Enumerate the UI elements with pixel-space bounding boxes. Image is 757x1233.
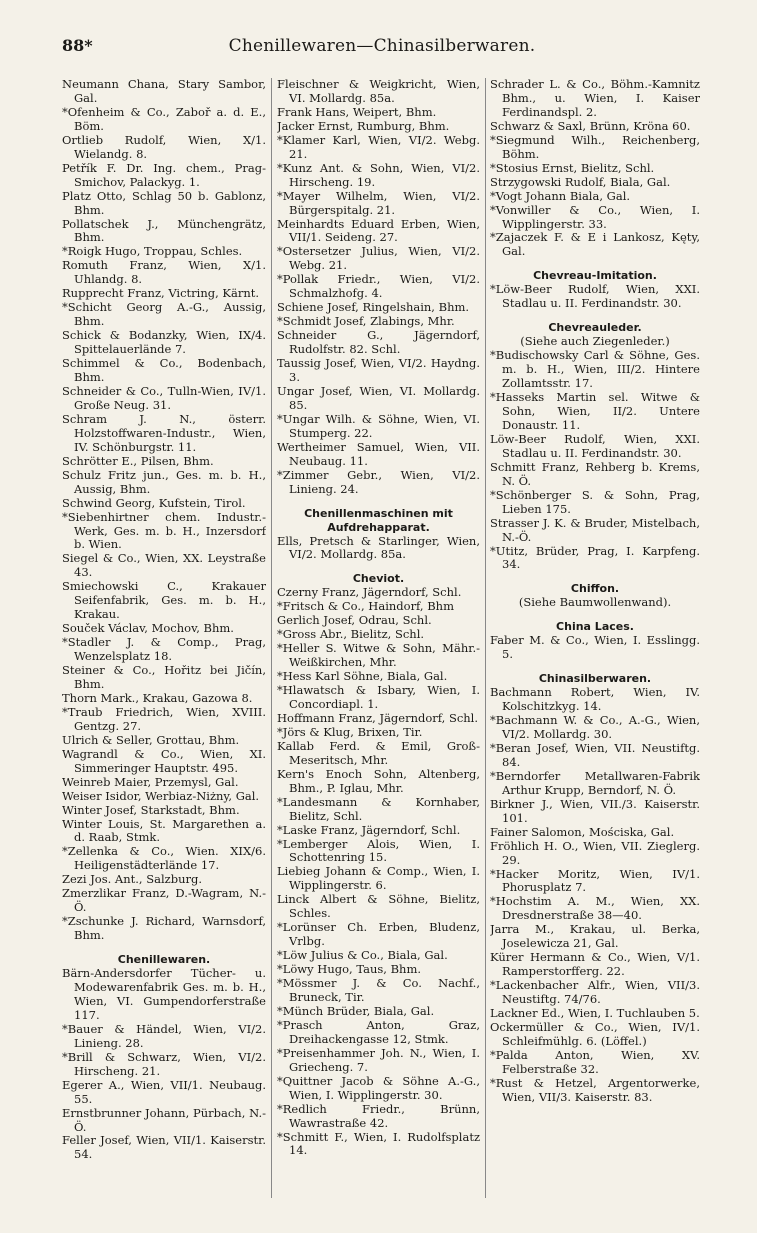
directory-entry: Kürer Hermann & Co., Wien, V/1. Ramperstorfferg. 22. bbox=[490, 950, 700, 979]
directory-entry: Gerlich Josef, Odrau, Schl. bbox=[277, 613, 432, 628]
directory-entry: Weinreb Maier, Przemysl, Gal. bbox=[62, 774, 239, 789]
directory-entry: *Siegmund Wilh., Reichenberg, Böhm. bbox=[490, 132, 700, 161]
section-spacer bbox=[277, 497, 480, 507]
directory-entry: *Löwy Hugo, Taus, Bhm. bbox=[277, 962, 422, 977]
directory-entry: *Jörs & Klug, Brixen, Tir. bbox=[277, 724, 423, 739]
section-spacer bbox=[490, 572, 700, 582]
column-left bbox=[62, 78, 266, 1218]
directory-entry: Jacker Ernst, Rumburg, Bhm. bbox=[277, 118, 450, 133]
directory-entry: Pollatschek J., Münchengrätz, Bhm. bbox=[62, 216, 266, 245]
directory-entry: Schulz Fritz jun., Ges. m. b. H., Aussig, Bhm. bbox=[62, 467, 266, 496]
directory-entry: *Palda Anton, Wien, XV. Felberstraße 32. bbox=[490, 1047, 700, 1076]
directory-entry: Linck Albert & Söhne, Bielitz, Schles. bbox=[277, 892, 480, 921]
directory-entry: *Bachmann W. & Co., A.-G., Wien, VI/2. Mollardg. 30. bbox=[490, 713, 700, 741]
section-spacer bbox=[62, 943, 266, 953]
directory-entry: *Mayer Wilhelm, Wien, VI/2. Bürgerspitalg. 21. bbox=[277, 188, 480, 217]
directory-entry: Steiner & Co., Hořitz bei Jičín, Bhm. bbox=[62, 663, 266, 691]
directory-entry: Jarra M., Krakau, ul. Berka, Joselewicza 21, Gal. bbox=[490, 922, 700, 951]
directory-entry: *Landesmann & Kornhaber, Bielitz, Schl. bbox=[277, 794, 480, 823]
directory-entry: *Brill & Schwarz, Wien, VI/2. Hirscheng. 21. bbox=[62, 1049, 266, 1078]
directory-entry: Romuth Franz, Wien, X/1. Uhlandg. 8. bbox=[62, 258, 266, 287]
directory-entry: *Ostersetzer Julius, Wien, VI/2. Webg. 21. bbox=[277, 244, 480, 273]
directory-entry: Schwind Georg, Kufstein, Tirol. bbox=[62, 495, 246, 510]
directory-entry: Schram J. N., österr. Holzstoffwaren-Industr., Wien, IV. Schönburgstr. 11. bbox=[62, 411, 266, 454]
section-spacer bbox=[490, 610, 700, 620]
directory-entry: Liebieg Johann & Comp., Wien, I. Wipplingerstr. 6. bbox=[277, 864, 480, 893]
directory-entry: Schrötter E., Pilsen, Bhm. bbox=[62, 453, 214, 468]
directory-entry: Fröhlich H. O., Wien, VII. Zieglerg. 29. bbox=[490, 838, 700, 867]
page-number: 88* bbox=[62, 36, 93, 55]
directory-entry: Zezi Jos. Ant., Salzburg. bbox=[62, 872, 202, 887]
directory-entry: Schwarz & Saxl, Brünn, Kröna 60. bbox=[490, 118, 691, 133]
directory-entry: *Redlich Friedr., Brünn, Wawrastraße 42. bbox=[277, 1101, 480, 1130]
directory-entry: Schneider & Co., Tulln-Wien, IV/1. Große Neug. 31. bbox=[62, 383, 266, 412]
directory-entry: *Lemberger Alois, Wien, I. Schottenring 15. bbox=[277, 836, 480, 865]
directory-entry: *Siebenhirtner chem. Industr.-Werk, Ges. m. b. H., Inzersdorf b. Wien. bbox=[62, 509, 266, 552]
directory-entry: Schiene Josef, Ringelshain, Bhm. bbox=[277, 300, 470, 315]
directory-entry: *Lackenbacher Alfr., Wien, VII/3. Neustiftg. 74/76. bbox=[490, 978, 700, 1007]
directory-entry: Strzygowski Rudolf, Biala, Gal. bbox=[490, 174, 671, 189]
directory-entry: Ungar Josef, Wien, VI. Mollardg. 85. bbox=[277, 383, 480, 412]
cross-reference-note: (Siehe auch Ziegenleder.) bbox=[520, 334, 670, 349]
section-heading: Chiffon. bbox=[570, 582, 620, 596]
cross-reference-note: (Siehe Baumwollenwand). bbox=[518, 595, 672, 610]
directory-entry: Schimmel & Co., Bodenbach, Bhm. bbox=[62, 356, 266, 385]
directory-entry: Platz Otto, Schlag 50 b. Gablonz, Bhm. bbox=[62, 188, 266, 217]
directory-entry: *Hasseks Martin sel. Witwe & Sohn, Wien, II/2. Untere Donaustr. 11. bbox=[490, 390, 700, 432]
directory-entry: Ortlieb Rudolf, Wien, X/1. Wielandg. 8. bbox=[62, 132, 266, 161]
directory-entry: *Laske Franz, Jägerndorf, Schl. bbox=[277, 822, 461, 837]
directory-entry: *Hochstim A. M., Wien, XX. Dresdnerstraße 38—40. bbox=[490, 894, 700, 923]
section-heading: Chevreauleder. bbox=[548, 321, 642, 335]
directory-entry: Wertheimer Samuel, Wien, VII. Neubaug. 11. bbox=[277, 439, 480, 468]
directory-entry: *Fritsch & Co., Haindorf, Bhm bbox=[277, 599, 454, 614]
directory-entry: Schick & Bodanzky, Wien, IX/4. Spittelauerlände 7. bbox=[62, 328, 266, 357]
section-heading: Chevreau-Imitation. bbox=[533, 269, 657, 283]
section-spacer bbox=[490, 311, 700, 321]
directory-entry: Kallab Ferd. & Emil, Groß-Meseritsch, Mhr. bbox=[277, 738, 480, 767]
directory-entry: *Kunz Ant. & Sohn, Wien, VI/2. Hirscheng. 19. bbox=[277, 160, 480, 189]
directory-entry: *Hacker Moritz, Wien, IV/1. Phorusplatz 7. bbox=[490, 866, 700, 895]
directory-entry: *Vonwiller & Co., Wien, I. Wipplingerstr. 33. bbox=[490, 202, 700, 231]
directory-entry: Neumann Chana, Stary Sambor, Gal. bbox=[62, 78, 266, 105]
column-right bbox=[490, 78, 700, 1218]
directory-entry: *Münch Brüder, Biala, Gal. bbox=[277, 1003, 435, 1018]
directory-entry: *Ungar Wilh. & Söhne, Wien, VI. Stumperg. 22. bbox=[277, 411, 480, 440]
directory-entry: *Prasch Anton, Graz, Dreihackengasse 12, Stmk. bbox=[277, 1017, 480, 1046]
directory-entry: Frank Hans, Weipert, Bhm. bbox=[277, 104, 437, 119]
directory-entry: Thorn Mark., Krakau, Gazowa 8. bbox=[62, 690, 253, 705]
section-heading: Chenillewaren. bbox=[117, 953, 211, 967]
directory-entry: Schmitt Franz, Rehberg b. Krems, N. Ö. bbox=[490, 459, 700, 488]
directory-entry: *Quittner Jacob & Söhne A.-G., Wien, I. Wipplingerstr. 30. bbox=[277, 1073, 480, 1102]
section-spacer bbox=[277, 562, 480, 572]
directory-entry: Kern's Enoch Sohn, Altenberg, Bhm., P. Iglau, Mhr. bbox=[277, 766, 480, 795]
column-middle bbox=[277, 78, 480, 1218]
directory-entry: Schneider G., Jägerndorf, Rudolfstr. 82. Schl. bbox=[277, 328, 480, 357]
page-header bbox=[62, 36, 702, 62]
section-spacer bbox=[490, 662, 700, 672]
directory-entry: *Ofenheim & Co., Zaboř a. d. E., Böm. bbox=[62, 104, 266, 133]
column-rule bbox=[271, 78, 272, 1198]
directory-entry: *Berndorfer Metallwaren-Fabrik Arthur Krupp, Berndorf, N. Ö. bbox=[490, 768, 700, 797]
directory-entry: Ockermüller & Co., Wien, IV/1. Schleifmühlg. 6. (Löffel.) bbox=[490, 1020, 700, 1048]
directory-entry: Bachmann Robert, Wien, IV. Kolschitzkyg. 14. bbox=[490, 685, 700, 714]
directory-entry: Schrader L. & Co., Böhm.-Kamnitz Bhm., u. Wien, I. Kaiser Ferdinandspl. 2. bbox=[490, 78, 700, 119]
directory-entry: Bärn-Andersdorfer Tücher- u. Modewarenfabrik Ges. m. b. H., Wien, VI. Gumpendorferstraße 117. bbox=[62, 966, 266, 1022]
directory-entry: Fainer Salomon, Mościska, Gal. bbox=[490, 824, 675, 839]
directory-entry: Zmerzlikar Franz, D.-Wagram, N.-Ö. bbox=[62, 886, 266, 915]
section-heading: China Laces. bbox=[556, 620, 634, 634]
directory-entry: *Zschunke J. Richard, Warnsdorf, Bhm. bbox=[62, 914, 266, 943]
directory-entry: *Schmidt Josef, Zlabings, Mhr. bbox=[277, 314, 455, 329]
directory-entry: *Zimmer Gebr., Wien, VI/2. Linieng. 24. bbox=[277, 467, 480, 496]
directory-entry: *Lorünser Ch. Erben, Bludenz, Vrlbg. bbox=[277, 920, 480, 949]
directory-entry: Wagrandl & Co., Wien, XI. Simmeringer Hauptstr. 495. bbox=[62, 746, 266, 775]
section-spacer bbox=[490, 259, 700, 269]
directory-entry: Ulrich & Seller, Grottau, Bhm. bbox=[62, 732, 240, 747]
directory-entry: Meinhardts Eduard Erben, Wien, VII/1. Seideng. 27. bbox=[277, 216, 480, 245]
column-rule bbox=[485, 78, 486, 1198]
directory-entry: Czerny Franz, Jägerndorf, Schl. bbox=[277, 585, 462, 600]
directory-entry: *Heller S. Witwe & Sohn, Mähr.-Weißkirchen, Mhr. bbox=[277, 641, 480, 670]
directory-entry: Lackner Ed., Wien, I. Tuchlauben 5. bbox=[490, 1006, 700, 1021]
directory-entry: *Pollak Friedr., Wien, VI/2. Schmalzhofg. 4. bbox=[277, 272, 480, 301]
directory-entry: Souček Václav, Mochov, Bhm. bbox=[62, 621, 234, 636]
section-heading: Cheviot. bbox=[352, 572, 405, 586]
directory-entry: *Löw-Beer Rudolf, Wien, XXI. Stadlau u. II. Ferdinandstr. 30. bbox=[490, 282, 700, 311]
directory-entry: *Bauer & Händel, Wien, VI/2. Linieng. 28. bbox=[62, 1021, 266, 1050]
directory-entry: Fleischner & Weigkricht, Wien, VI. Mollardg. 85a. bbox=[277, 78, 480, 105]
directory-entry: *Zellenka & Co., Wien. XIX/6. Heiligenstädterlände 17. bbox=[62, 844, 266, 873]
directory-entry: *Beran Josef, Wien, VII. Neustiftg. 84. bbox=[490, 740, 700, 769]
directory-entry: Hoffmann Franz, Jägerndorf, Schl. bbox=[277, 710, 478, 725]
directory-entry: Siegel & Co., Wien, XX. Leystraße 43. bbox=[62, 551, 266, 580]
directory-entry: *Löw Julius & Co., Biala, Gal. bbox=[277, 948, 448, 963]
directory-entry: *Stadler J. & Comp., Prag, Wenzelsplatz 18. bbox=[62, 635, 266, 664]
directory-entry: Ells, Pretsch & Starlinger, Wien, VI/2. Mollardg. 85a. bbox=[277, 533, 480, 562]
directory-entry: *Gross Abr., Bielitz, Schl. bbox=[277, 627, 425, 642]
directory-entry: Rupprecht Franz, Victring, Kärnt. bbox=[62, 286, 260, 301]
directory-entry: *Schönberger S. & Sohn, Prag, Lieben 175. bbox=[490, 487, 700, 516]
directory-entry: Smiechowski C., Krakauer Seifenfabrik, Ges. m. b. H., Krakau. bbox=[62, 579, 266, 622]
directory-entry: *Utitz, Brüder, Prag, I. Karpfeng. 34. bbox=[490, 543, 700, 572]
directory-entry: Strasser J. K. & Bruder, Mistelbach, N.-Ö. bbox=[490, 515, 700, 544]
directory-entry: Birkner J., Wien, VII./3. Kaiserstr. 101. bbox=[490, 796, 700, 825]
directory-entry: *Traub Friedrich, Wien, XVIII. Gentzg. 27. bbox=[62, 704, 266, 733]
directory-entry: Egerer A., Wien, VII/1. Neubaug. 55. bbox=[62, 1077, 266, 1106]
directory-entry: Petřík F. Dr. Ing. chem., Prag-Smichov, Palackyg. 1. bbox=[62, 160, 266, 189]
directory-entry: *Preisenhammer Joh. N., Wien, I. Griecheng. 7. bbox=[277, 1045, 480, 1074]
directory-entry: *Stosius Ernst, Bielitz, Schl. bbox=[490, 160, 655, 175]
section-heading: Chenillenmaschinen mit Aufdrehapparat. bbox=[304, 506, 453, 534]
directory-entry: Winter Josef, Starkstadt, Bhm. bbox=[62, 802, 240, 817]
directory-entry: Faber M. & Co., Wien, I. Esslingg. 5. bbox=[490, 633, 700, 662]
directory-entry: *Vogt Johann Biala, Gal. bbox=[490, 188, 631, 203]
directory-entry: *Rust & Hetzel, Argentorwerke, Wien, VII/3. Kaiserstr. 83. bbox=[490, 1075, 700, 1104]
directory-entry: Weiser Isidor, Werbiaz-Niżny, Gal. bbox=[62, 788, 260, 803]
directory-entry: *Klamer Karl, Wien, VI/2. Webg. 21. bbox=[277, 132, 480, 161]
directory-entry: Feller Josef, Wien, VII/1. Kaiserstr. 54. bbox=[62, 1133, 266, 1162]
directory-entry: Löw-Beer Rudolf, Wien, XXI. Stadlau u. II. Ferdinandstr. 30. bbox=[490, 431, 700, 460]
directory-entry: *Hess Karl Söhne, Biala, Gal. bbox=[277, 669, 448, 684]
directory-entry: *Mössmer J. & Co. Nachf., Bruneck, Tir. bbox=[277, 976, 480, 1004]
directory-entry: *Schicht Georg A.-G., Aussig, Bhm. bbox=[62, 300, 266, 329]
directory-entry: *Hlawatsch & Isbary, Wien, I. Concordiapl. 1. bbox=[277, 683, 480, 711]
directory-entry: Taussig Josef, Wien, VI/2. Haydng. 3. bbox=[277, 356, 480, 385]
directory-entry: Winter Louis, St. Margarethen a. d. Raab, Stmk. bbox=[62, 816, 266, 845]
section-heading: Chinasilberwaren. bbox=[538, 672, 652, 686]
directory-entry: Ernstbrunner Johann, Pürbach, N.-Ö. bbox=[62, 1105, 266, 1134]
running-title: Chenillewaren—Chinasilberwaren. bbox=[228, 36, 536, 56]
directory-entry: *Budischowsky Carl & Söhne, Ges. m. b. H., Wien, III/2. Hintere Zollamtsstr. 17. bbox=[490, 348, 700, 391]
directory-entry: *Roigk Hugo, Troppau, Schles. bbox=[62, 244, 243, 259]
directory-entry: *Schmitt F., Wien, I. Rudolfsplatz 14. bbox=[277, 1129, 480, 1158]
directory-entry: *Zajaczek F. & E i Lankosz, Kęty, Gal. bbox=[490, 230, 700, 259]
